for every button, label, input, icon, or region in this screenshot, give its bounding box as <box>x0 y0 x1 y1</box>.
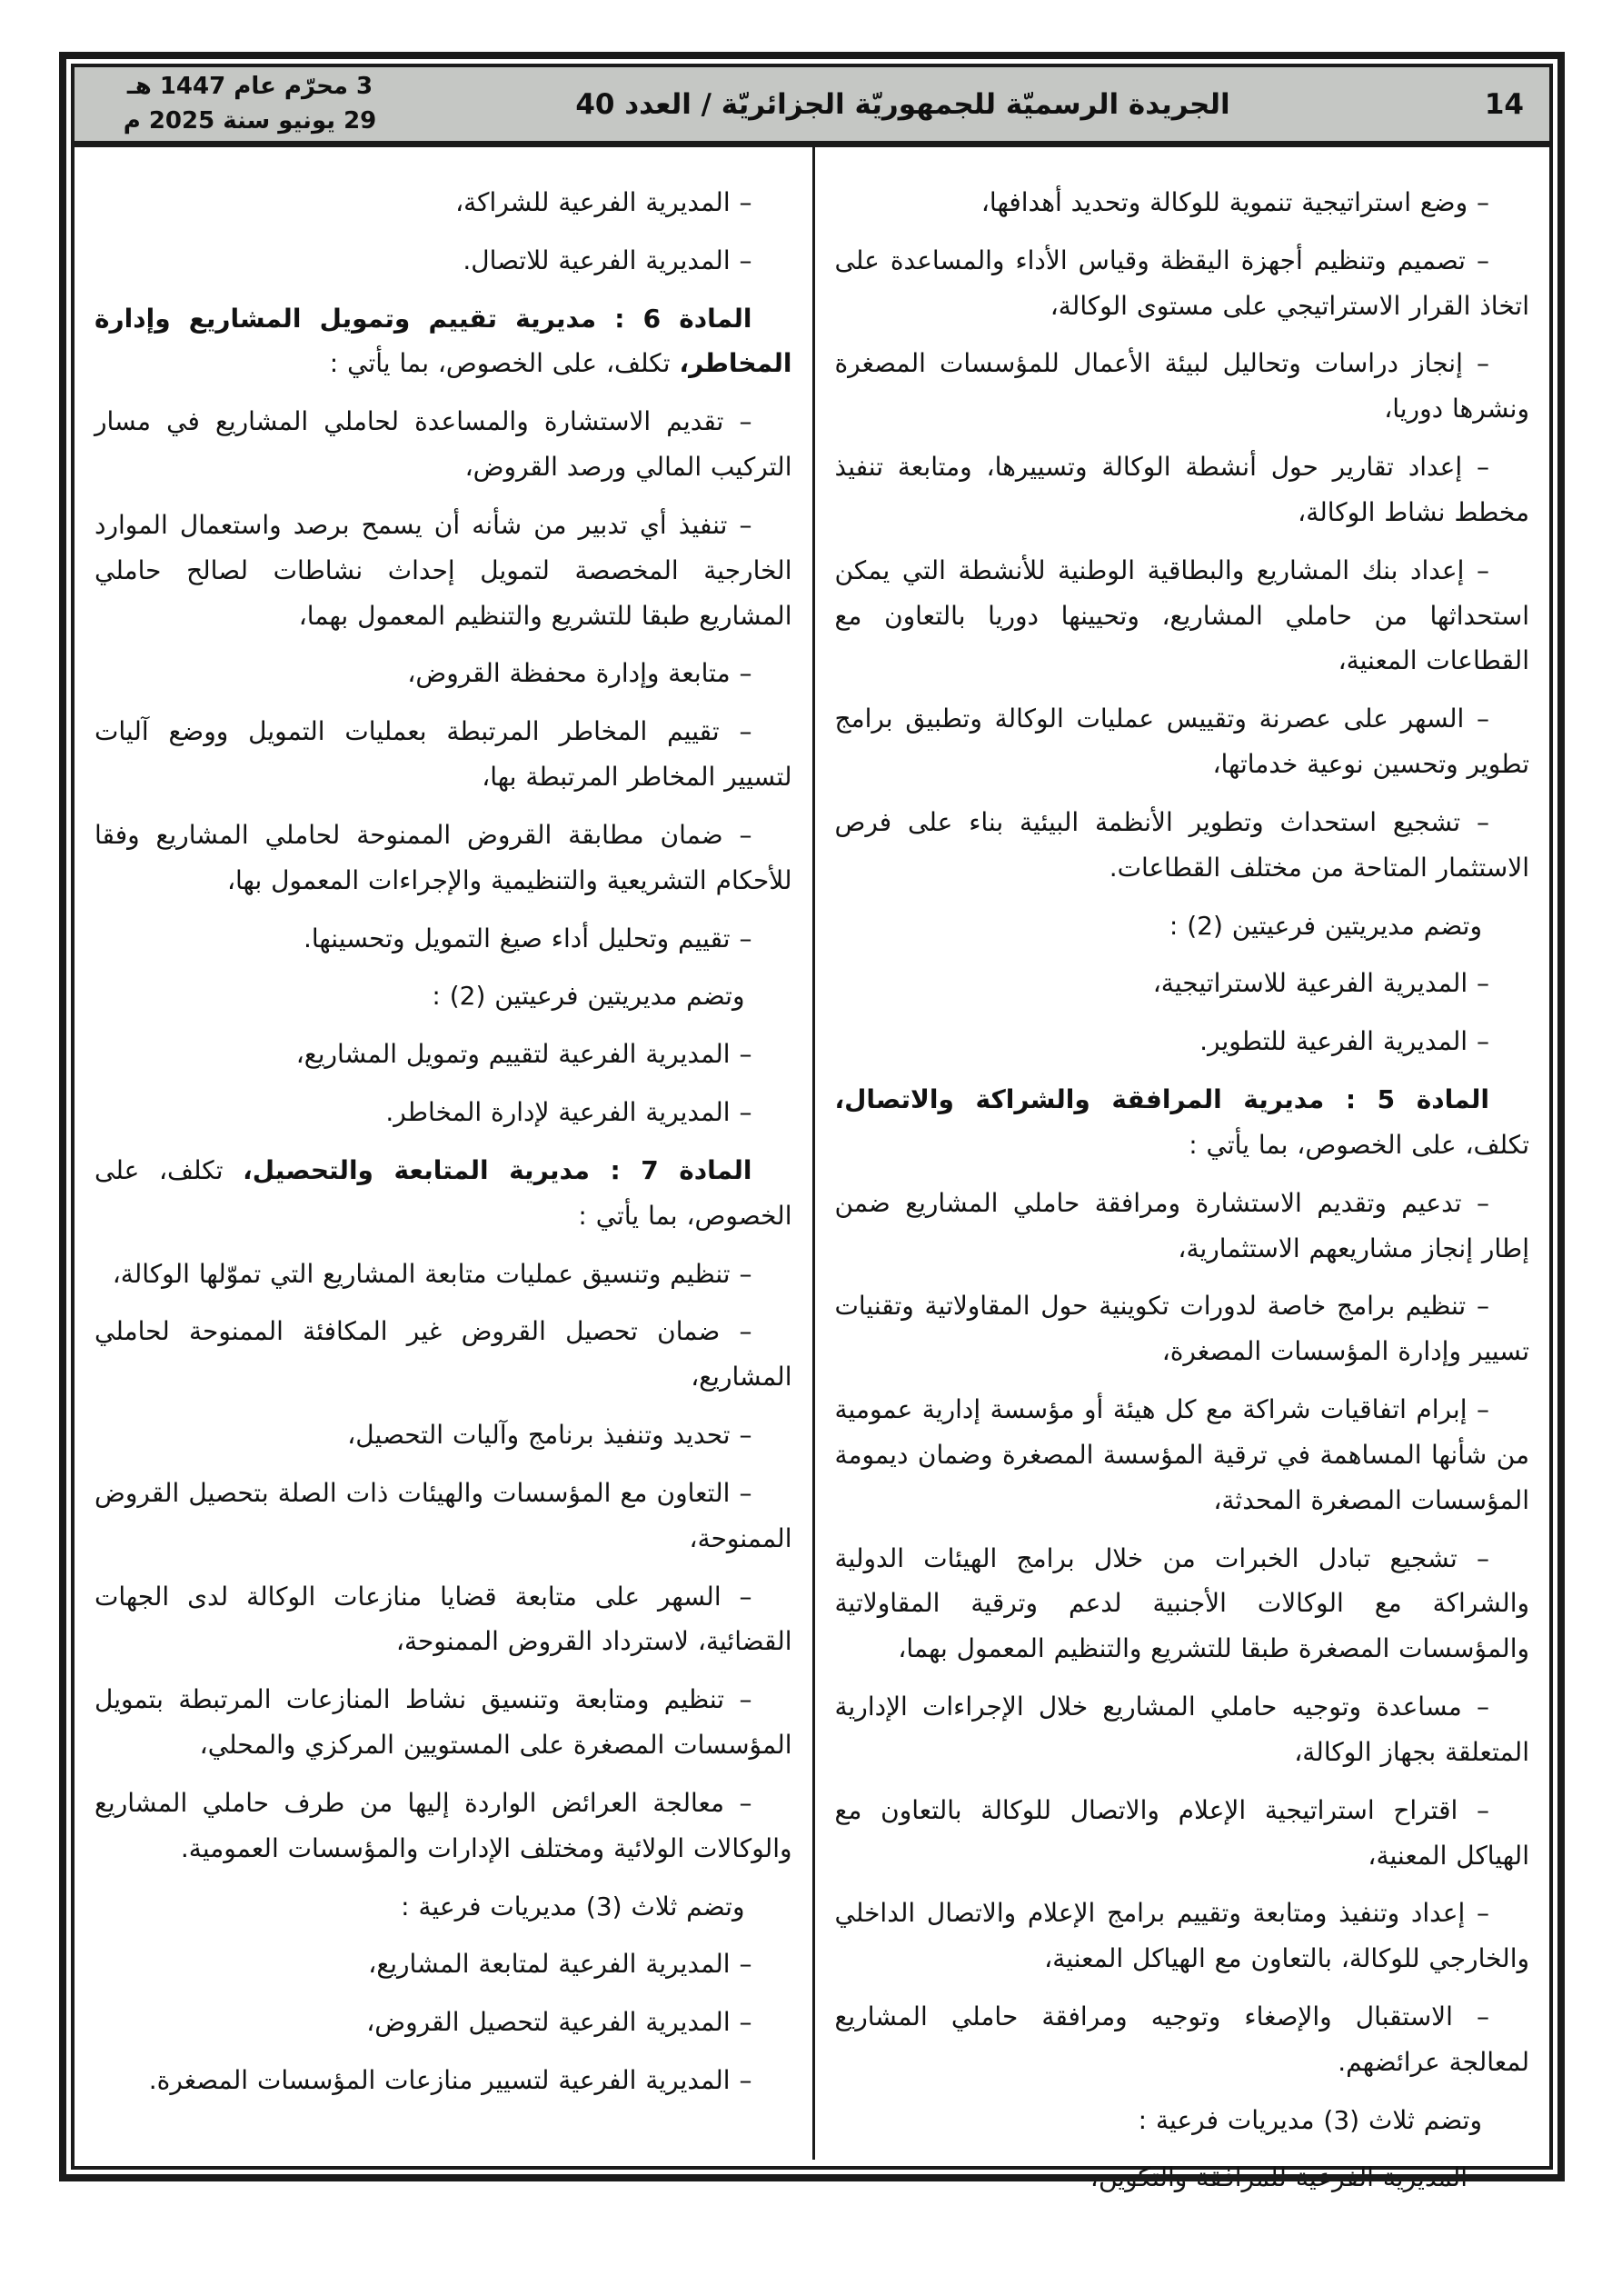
list-item: – إعداد تقارير حول أنشطة الوكالة وتسييرها، ومتابعة تنفيذ مخطط نشاط الوكالة، <box>834 452 1529 527</box>
list-item: – إبرام اتفاقيات شراكة مع كل هيئة أو مؤسسة إدارية عمومية من شأنها المساهمة في ترقية المؤسسة المصغرة وضمان ديمومة المؤسسات المصغرة المحدثة، <box>834 1394 1529 1515</box>
article-heading-rest: تكلف، على الخصوص، بما يأتي : <box>329 348 671 379</box>
list-item: – اقتراح استراتيجية الإعلام والاتصال للوكالة بالتعاون مع الهياكل المعنية، <box>834 1794 1529 1871</box>
article-title: المادة 6 : مديرية تقييم وتمويل المشاريع وإدارة المخاطر، <box>95 303 792 379</box>
list-item: – متابعة وإدارة محفظة القروض، <box>407 658 752 689</box>
list-item: – المديرية الفرعية لتسيير منازعات المؤسسات المصغرة. <box>148 2064 752 2095</box>
article-heading <box>95 296 792 387</box>
list-item: – تنظيم ومتابعة وتنسيق نشاط المنازعات المرتبطة بتمويل المؤسسات المصغرة على المستويين المركزي والمحلي، <box>95 1684 792 1761</box>
article-heading <box>95 1148 792 1239</box>
list-item: – تشجيع تبادل الخبرات من خلال برامج الهيئات الدولية والشراكة مع الوكالات الأجنبية لدعم وترقية المقاولاتية والمؤسسات المصغرة طبقا للتشريع والتنظيم المعمول بهما، <box>834 1542 1529 1664</box>
list-item: – ضمان تحصيل القروض غير المكافئة الممنوحة لحاملي المشاريع، <box>95 1316 792 1393</box>
article-title: المادة 7 : مديرية المتابعة والتحصيل، <box>243 1154 752 1185</box>
paragraph: وتضم ثلاث (3) مديريات فرعية : <box>1138 2104 1482 2135</box>
list-item: – مساعدة وتوجيه حاملي المشاريع خلال الإجراءات الإدارية المتعلقة بجهاز الوكالة، <box>834 1692 1529 1767</box>
list-item: – ضمان مطابقة القروض الممنوحة لحاملي المشاريع وفقا للأحكام التشريعية والتنظيمية والإجراءات المعمول بها، <box>95 819 792 895</box>
list-item: – تشجيع استحداث وتطوير الأنظمة البيئية بناء على فرص الاستثمار المتاحة من مختلف القطاعات. <box>834 806 1529 883</box>
article-title: المادة 5 : مديرية المرافقة والشراكة والاتصال، <box>834 1084 1489 1115</box>
article-heading-rest: تكلف، على الخصوص، بما يأتي : <box>95 1154 792 1231</box>
list-item: – المديرية الفرعية للاتصال. <box>463 245 752 275</box>
text-columns <box>75 147 1549 2193</box>
list-item: – السهر على متابعة قضايا منازعات الوكالة لدى الجهات القضائية، لاسترداد القروض الممنوحة، <box>95 1581 792 1657</box>
list-item: – المديرية الفرعية للمرافقة والتكوين، <box>1090 2162 1489 2193</box>
date-gregorian: 29 يونيو سنة 2025 م <box>123 106 377 135</box>
page-border-box <box>71 64 1553 2193</box>
list-item: – وضع استراتيجية تنموية للوكالة وتحديد أهدافها، <box>980 187 1489 217</box>
column-left <box>75 147 812 2160</box>
paragraph: وتضم ثلاث (3) مديريات فرعية : <box>401 1891 745 1922</box>
page-header <box>75 67 1549 147</box>
list-item: – التعاون مع المؤسسات والهيئات ذات الصلة بتحصيل القروض الممنوحة، <box>95 1477 792 1553</box>
list-item: – تقديم الاستشارة والمساعدة لحاملي المشاريع في مسار التركيب المالي ورصد القروض، <box>95 406 792 483</box>
column-right <box>812 147 1550 2193</box>
list-item: – إعداد وتنفيذ ومتابعة وتقييم برامج الإعلام والاتصال الداخلي والخارجي للوكالة، بالتعاون مع الهياكل المعنية، <box>834 1898 1529 1974</box>
list-item: – معالجة العرائض الواردة إليها من طرف حاملي المشاريع والوكالات الولائية ومختلف الإدارات والمؤسسات العمومية. <box>95 1787 792 1863</box>
paragraph: وتضم مديريتين فرعيتين (2) : <box>1169 910 1482 941</box>
list-item: – المديرية الفرعية لمتابعة المشاريع، <box>368 1949 752 1980</box>
list-item: – المديرية الفرعية للاستراتيجية، <box>1152 968 1489 999</box>
list-item: – الاستقبال والإصغاء وتوجيه ومرافقة حاملي المشاريع لمعالجة عرائضهم. <box>834 2001 1529 2077</box>
article-heading-rest: تكلف، على الخصوص، بما يأتي : <box>1189 1129 1529 1160</box>
list-item: – تحديد وتنفيذ برنامج وآليات التحصيل، <box>347 1420 752 1451</box>
list-item: – تنظيم وتنسيق عمليات متابعة المشاريع التي تموّلها الوكالة، <box>112 1258 752 1289</box>
article-heading <box>835 1077 1530 1168</box>
issue-dates <box>100 70 400 138</box>
list-item: – المديرية الفرعية لإدارة المخاطر. <box>385 1097 752 1128</box>
list-item: – إعداد بنك المشاريع والبطاقية الوطنية للأنشطة التي يمكن استحداثها من حاملي المشاريع، وتحيينها دوريا بالتعاون مع القطاعات المعنية، <box>834 554 1529 676</box>
list-item: – تدعيم وتقديم الاستشارة ومرافقة حاملي المشاريع ضمن إطار إنجاز مشاريعهم الاستثمارية، <box>834 1187 1529 1263</box>
list-item: – المديرية الفرعية للشراكة، <box>455 187 752 217</box>
list-item: – السهر على عصرنة وتقييس عمليات الوكالة وتطبيق برامج تطوير وتحسين نوعية خدماتها، <box>834 704 1529 780</box>
list-item: – تنظيم برامج خاصة لدورات تكوينية حول المقاولاتية وتقنيات تسيير وإدارة المؤسسات المصغرة، <box>834 1291 1529 1367</box>
list-item: – تقييم المخاطر المرتبطة بعمليات التمويل ووضع آليات لتسيير المخاطر المرتبطة بها، <box>95 716 792 793</box>
gazette-title: الجريدة الرسميّة للجمهوريّة الجزائريّة / العدد 40 <box>575 87 1230 121</box>
date-hijri: 3 محرّم عام 1447 هـ <box>126 72 373 100</box>
paragraph: وتضم مديريتين فرعيتين (2) : <box>432 981 745 1012</box>
list-item: – تنفيذ أي تدبير من شأنه أن يسمح برصد واستعمال الموارد الخارجية المخصصة لتمويل إحداث نشاطات لصالح حاملي المشاريع طبقا للتشريع والتنظيم المعمول بهما، <box>95 509 792 631</box>
list-item: – تصميم وتنظيم أجهزة اليقظة وقياس الأداء والمساعدة على اتخاذ القرار الاستراتيجي على مستوى الوكالة، <box>834 245 1529 321</box>
list-item: – تقييم وتحليل أداء صيغ التمويل وتحسينها. <box>303 923 752 953</box>
list-item: – المديرية الفرعية لتقييم وتمويل المشاريع، <box>295 1039 752 1070</box>
list-item: – المديرية الفرعية للتطوير. <box>1199 1026 1489 1057</box>
list-item: – المديرية الفرعية لتحصيل القروض، <box>366 2007 752 2038</box>
page-number: 14 <box>1484 87 1524 121</box>
list-item: – إنجاز دراسات وتحاليل لبيئة الأعمال للمؤسسات المصغرة ونشرها دوريا، <box>834 348 1529 424</box>
